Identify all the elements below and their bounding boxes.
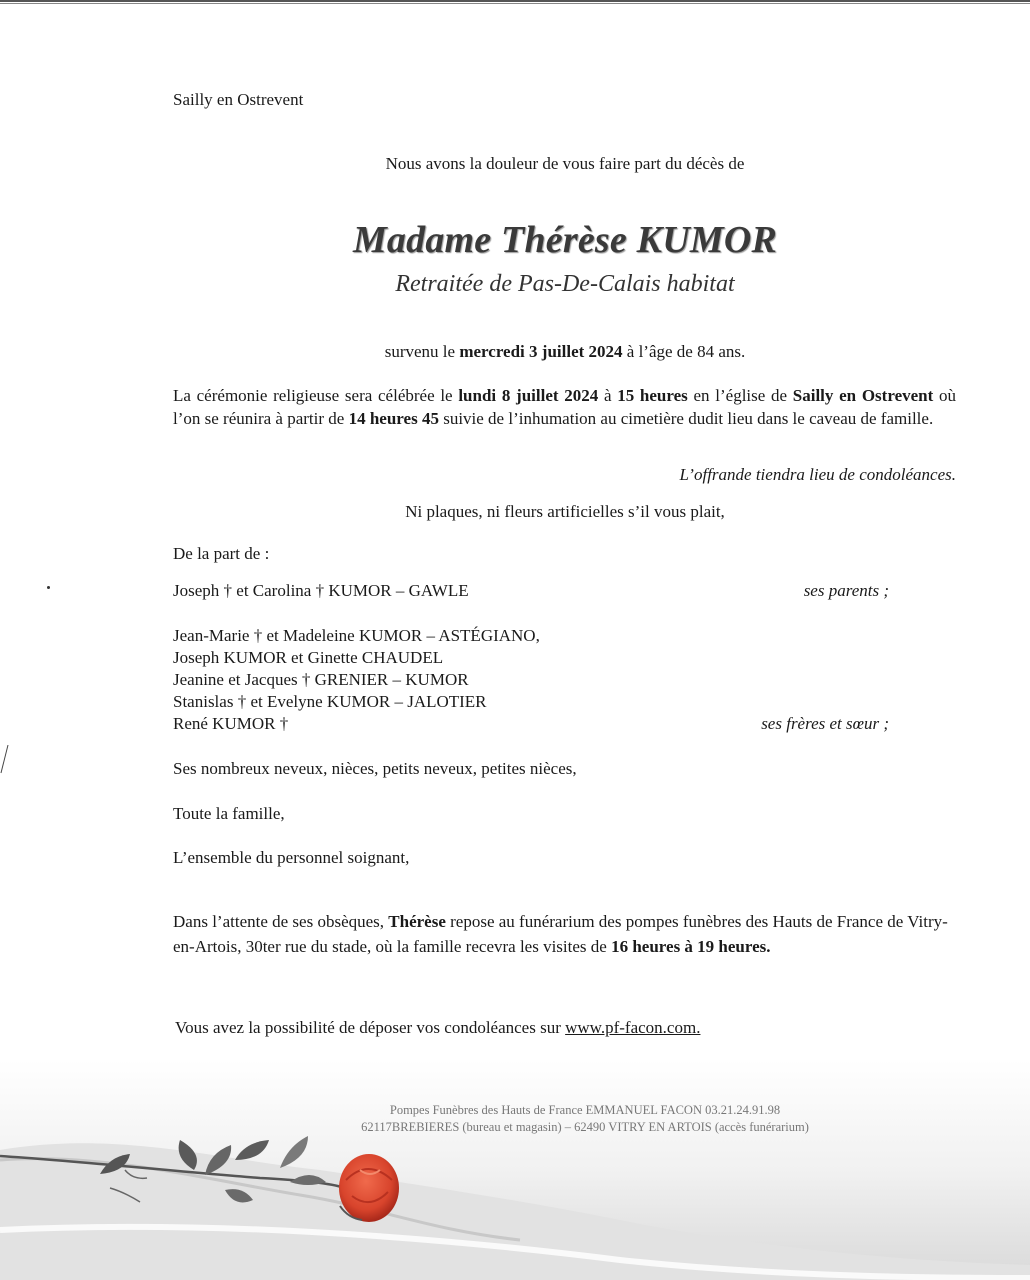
from-label: De la part de : [173, 544, 270, 563]
sibling-line: Jean-Marie † et Madeleine KUMOR – ASTÉGIANO, [173, 626, 540, 645]
sibling-line: Stanislas † et Evelyne KUMOR – JALOTIER [173, 692, 487, 711]
town-name: Sailly en Ostrevent [173, 90, 304, 109]
offering-note: L’offrande tiendra lieu de condoléances. [679, 465, 956, 484]
rose-on-beach-image [0, 1060, 1030, 1280]
family-line: Toute la famille, [173, 804, 285, 823]
family-line: Ses nombreux neveux, nièces, petits neveux, petites nièces, [173, 759, 577, 778]
scan-speck [47, 586, 50, 589]
funerarium-paragraph: Dans l’attente de ses obsèques, Thérèse repose au funérarium des pompes funèbres des Hauts de France de Vitry-en-Artois, 30ter rue du stade, où la famille recevra les visites de 16 heures à 19 heures. [173, 912, 948, 956]
deceased-first-name: Thérèse [388, 912, 446, 931]
top-border [0, 0, 1030, 5]
parents-names: Joseph † et Carolina † KUMOR – GAWLE [173, 581, 469, 600]
sibling-line: René KUMOR † [173, 714, 289, 733]
condolences-line: Vous avez la possibilité de déposer vos condoléances sur www.pf-facon.com. [175, 1018, 701, 1037]
condolences-link[interactable]: www.pf-facon.com. [565, 1018, 701, 1037]
no-flowers-note: Ni plaques, ni fleurs artificielles s’il vous plait, [405, 502, 725, 521]
sibling-line: Jeanine et Jacques † GRENIER – KUMOR [173, 670, 469, 689]
sibling-line: Joseph KUMOR et Ginette CHAUDEL [173, 648, 444, 667]
ceremony-date: lundi 8 juillet 2024 [458, 386, 599, 405]
ceremony-time: 15 heures [617, 386, 688, 405]
death-date: mercredi 3 juillet 2024 [459, 342, 623, 361]
announcement-intro: Nous avons la douleur de vous faire part du décès de [385, 154, 745, 173]
siblings-relation: ses frères et sœur ; [761, 714, 889, 733]
ceremony-paragraph: La cérémonie religieuse sera célébrée le lundi 8 juillet 2024 à 15 heures en l’église de Sailly en Ostrevent où l’on se réunira à partir de 14 heures 45 suivie de l’inhumation au cimetière dudit lieu dans le caveau de famille. [173, 386, 956, 428]
funeral-home-name: Pompes Funèbres des Hauts de France EMMANUEL FACON 03.21.24.91.98 [389, 1103, 781, 1117]
death-notice-line: survenu le mercredi 3 juillet 2024 à l’âge de 84 ans. [384, 342, 746, 361]
parents-row [173, 579, 889, 602]
deceased-occupation: Retraitée de Pas-De-Calais habitat [395, 271, 735, 297]
family-line: L’ensemble du personnel soignant, [173, 848, 410, 867]
siblings-last-row [173, 712, 889, 735]
scan-mark [0, 745, 10, 775]
visiting-hours: 16 heures à 19 heures. [611, 937, 771, 956]
parents-relation: ses parents ; [803, 581, 889, 600]
ceremony-place: Sailly en Ostrevent [792, 386, 934, 405]
deceased-name: Madame Thérèse KUMOR [352, 219, 778, 261]
funeral-home-address: 62117BREBIERES (bureau et magasin) – 62490 VITRY EN ARTOIS (accès funérarium) [361, 1120, 809, 1134]
gathering-time: 14 heures 45 [348, 409, 439, 428]
